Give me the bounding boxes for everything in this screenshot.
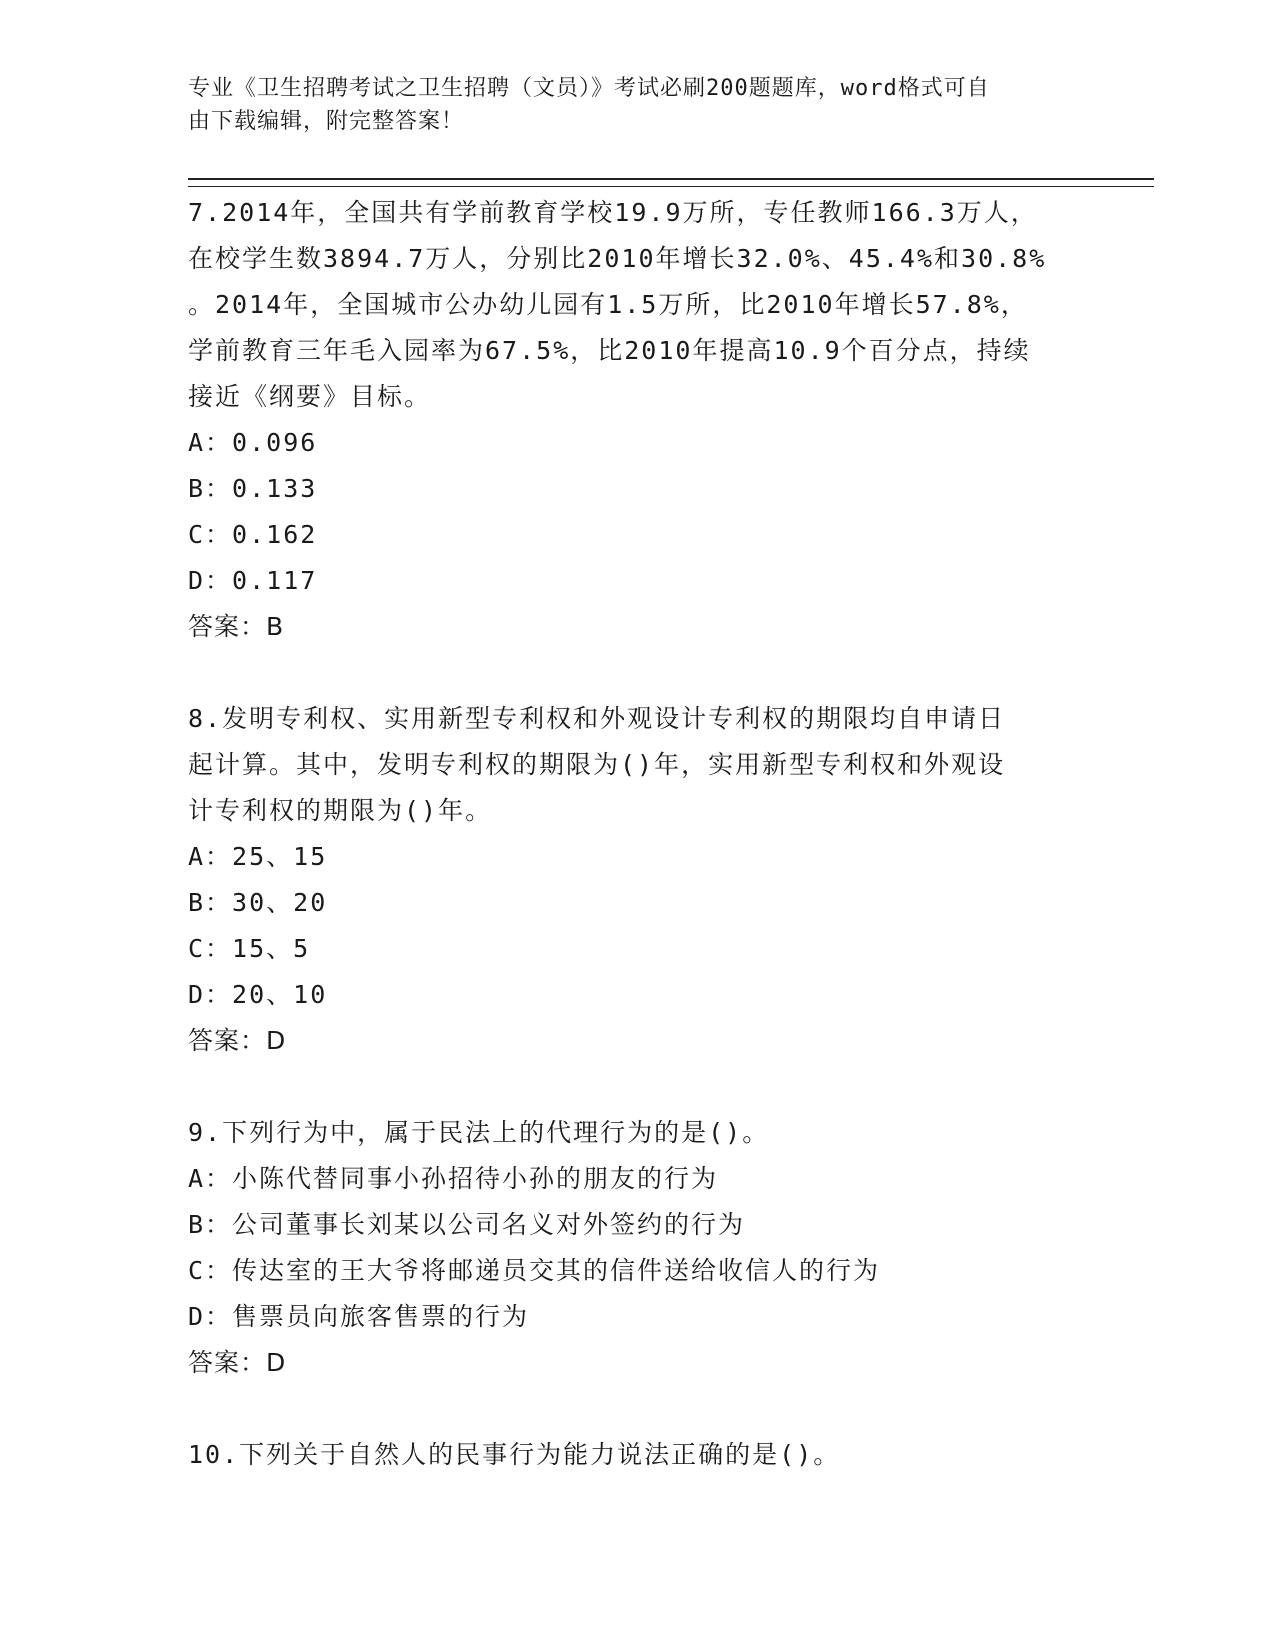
option-b: B：公司董事长刘某以公司名义对外签约的行为 xyxy=(188,1210,746,1239)
spacer xyxy=(188,1064,1088,1110)
question-7 xyxy=(188,190,1088,650)
option-d: D：0.117 xyxy=(188,566,318,595)
answer-label: 答案：B xyxy=(188,612,285,641)
option-a: A：25、15 xyxy=(188,842,328,871)
question-9 xyxy=(188,1110,1088,1386)
spacer xyxy=(188,650,1088,696)
question-8 xyxy=(188,696,1088,1064)
header-line-1: 专业《卫生招聘考试之卫生招聘（文员）》考试必刷200题题库，word格式可自 xyxy=(188,76,990,101)
question-text-line: 7.2014年，全国共有学前教育学校19.9万所，专任教师166.3万人， xyxy=(188,198,1038,227)
answer-label: 答案：D xyxy=(188,1026,287,1055)
question-text-line: 10.下列关于自然人的民事行为能力说法正确的是()。 xyxy=(188,1440,841,1469)
question-text-line: 学前教育三年毛入园率为67.5%，比2010年提高10.9个百分点，持续 xyxy=(188,336,1031,365)
question-list xyxy=(188,190,1088,1478)
spacer xyxy=(188,1386,1088,1432)
document-header xyxy=(188,72,1068,138)
option-b: B：0.133 xyxy=(188,474,318,503)
header-line-2: 由下载编辑，附完整答案！ xyxy=(188,109,465,134)
question-text-line: 在校学生数3894.7万人，分别比2010年增长32.0%、45.4%和30.8% xyxy=(188,244,1047,273)
option-c: C：0.162 xyxy=(188,520,318,549)
answer-label: 答案：D xyxy=(188,1348,287,1377)
option-a: A：0.096 xyxy=(188,428,318,457)
question-text-line: 接近《纲要》目标。 xyxy=(188,382,432,411)
option-c: C：15、5 xyxy=(188,934,311,963)
question-10 xyxy=(188,1432,1088,1478)
option-d: D：20、10 xyxy=(188,980,328,1009)
option-d: D：售票员向旅客售票的行为 xyxy=(188,1302,530,1331)
question-text-line: 计专利权的期限为()年。 xyxy=(188,796,493,825)
question-text-line: 起计算。其中，发明专利权的期限为()年，实用新型专利权和外观设 xyxy=(188,750,1006,779)
question-text-line: 8.发明专利权、实用新型专利权和外观设计专利权的期限均自申请日 xyxy=(188,704,1006,733)
question-text-line: 。2014年，全国城市公办幼儿园有1.5万所，比2010年增长57.8%， xyxy=(188,290,1028,319)
header-divider xyxy=(188,178,1154,187)
option-a: A：小陈代替同事小孙招待小孙的朋友的行为 xyxy=(188,1164,719,1193)
option-c: C：传达室的王大爷将邮递员交其的信件送给收信人的行为 xyxy=(188,1256,881,1285)
question-text-line: 9.下列行为中，属于民法上的代理行为的是()。 xyxy=(188,1118,770,1147)
option-b: B：30、20 xyxy=(188,888,328,917)
